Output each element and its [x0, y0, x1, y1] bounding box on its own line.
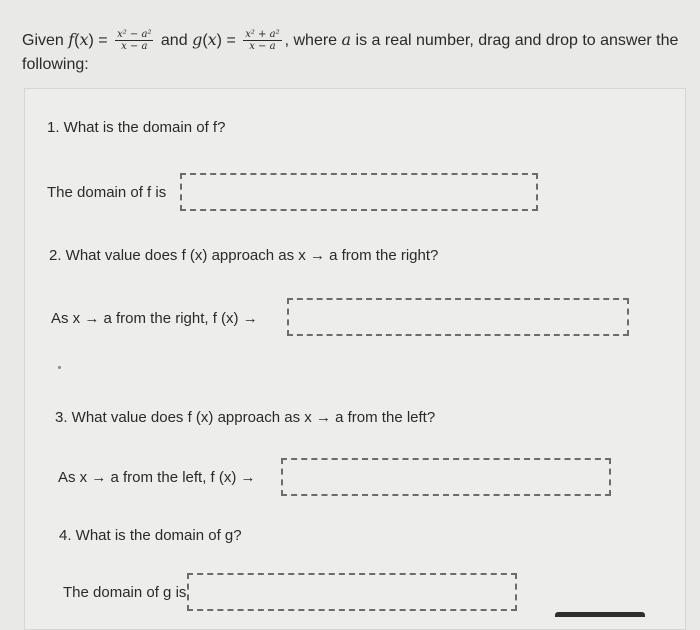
- x-symbol: x: [79, 30, 89, 49]
- f-numerator: x² − a²: [117, 29, 152, 41]
- intro-tail2: is a real number, drag and drop to answer the following:: [22, 32, 679, 73]
- g-numerator: x² + a²: [245, 29, 280, 41]
- problem-statement: Given f(x) = $\frac{\text{x² − a²}}{x - a}$ and g(x) = $\frac{\text{x² + a²}}{x - a}$ , where a is a real number, drag and drop to answer the following:: [22, 29, 679, 73]
- g-symbol: g: [192, 30, 203, 49]
- g-denominator: x − a: [249, 41, 276, 53]
- f-fraction: [115, 29, 153, 52]
- question-3: 3. What value does f (x) approach as x → a from the left?: [55, 409, 436, 426]
- q4-label: The domain of g is: [63, 584, 187, 601]
- a-symbol: a: [341, 30, 352, 49]
- bullet-dot: [58, 366, 61, 369]
- g-fraction: [243, 29, 281, 52]
- intro-tail: , where: [284, 32, 338, 49]
- intro-lead: Given: [22, 32, 64, 49]
- q1-drop-zone[interactable]: [180, 173, 538, 211]
- q1-label: The domain of f is: [47, 184, 167, 201]
- question-1: 1. What is the domain of f?: [47, 119, 226, 136]
- q4-drop-zone[interactable]: [187, 573, 517, 611]
- q3-label: As x → a from the left, f (x) →: [58, 469, 256, 486]
- q2-drop-zone[interactable]: [287, 298, 629, 336]
- f-symbol: f: [68, 30, 75, 49]
- question-2: 2. What value does f (x) approach as x → a from the right?: [49, 247, 439, 264]
- question-4: 4. What is the domain of g?: [59, 527, 242, 544]
- bottom-edge-bar: [555, 612, 645, 617]
- intro-and: and: [160, 32, 188, 49]
- q2-label: As x → a from the right, f (x) →: [51, 310, 258, 327]
- f-denominator: x − a: [121, 41, 148, 53]
- question-panel: [24, 88, 686, 630]
- q3-drop-zone[interactable]: [281, 458, 611, 496]
